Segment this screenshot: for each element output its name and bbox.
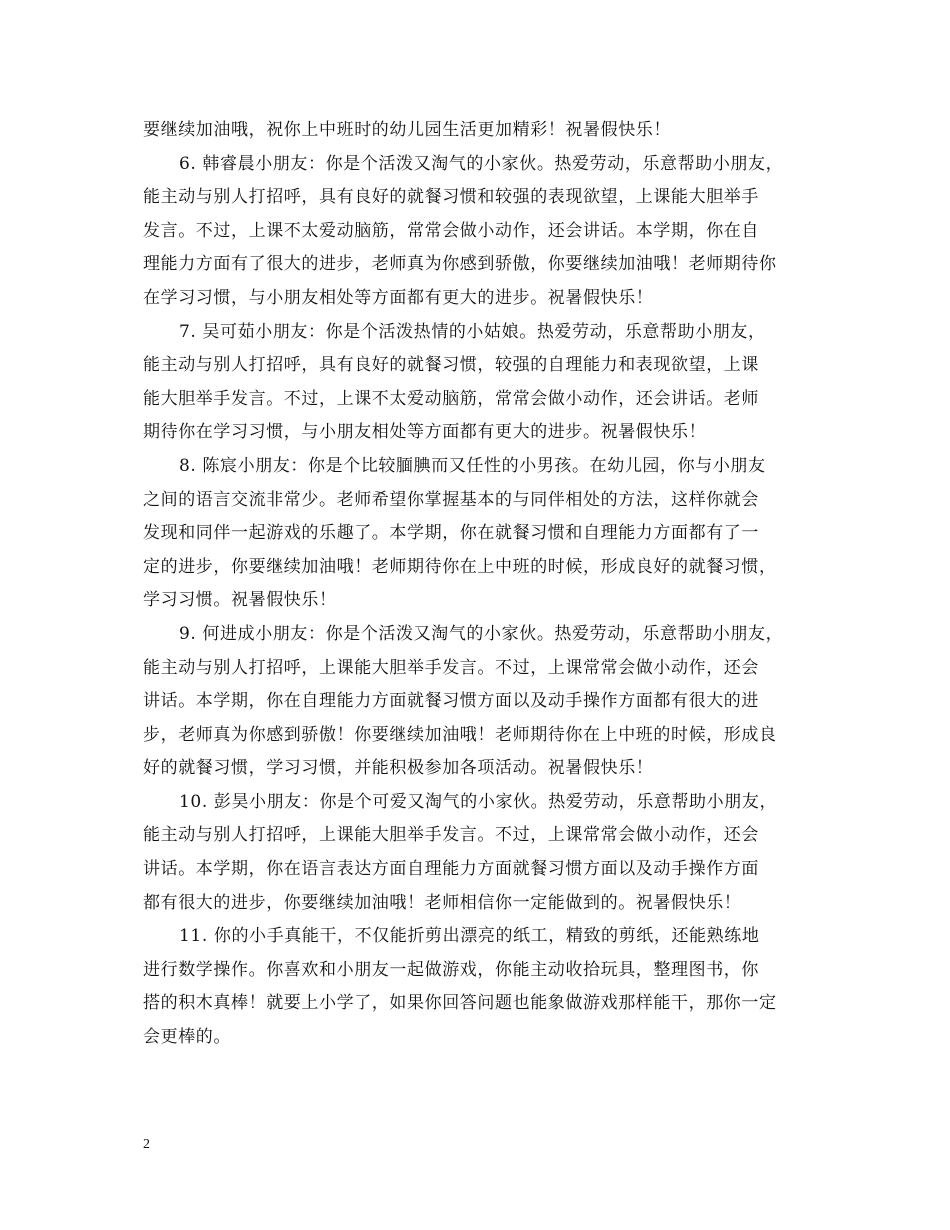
text-line: 10. 彭昊小朋友：你是个可爱又淘气的小家伙。热爱劳动，乐意帮助小朋友， xyxy=(179,791,778,812)
text-line: 讲话。本学期，你在自理能力方面就餐习惯方面以及动手操作方面都有很大的进 xyxy=(143,691,759,712)
text-line: 要继续加油哦，祝你上中班时的幼儿园生活更加精彩！祝暑假快乐！ xyxy=(143,120,671,140)
text-line: 搭的积木真棒！就要上小学了，如果你回答问题也能象做游戏那样能干，那你一定 xyxy=(143,993,777,1014)
text-line: 7. 吴可茹小朋友：你是个活泼热情的小姑娘。热爱劳动，乐意帮助小朋友， xyxy=(179,321,766,342)
text-line: 理能力方面有了很大的进步，老师真为你感到骄傲，你要继续加油哦！老师期待你 xyxy=(143,254,777,275)
text-line: 步，老师真为你感到骄傲！你要继续加油哦！老师期待你在上中班的时候，形成良 xyxy=(143,724,777,745)
text-line: 能主动与别人打招呼，上课能大胆举手发言。不过，上课常常会做小动作，还会 xyxy=(143,825,759,846)
text-line: 能主动与别人打招呼，上课能大胆举手发言。不过，上课常常会做小动作，还会 xyxy=(143,657,759,678)
page-number: 2 xyxy=(143,1137,150,1152)
text-line: 能主动与别人打招呼，具有良好的就餐习惯，较强的自理能力和表现欲望，上课 xyxy=(143,355,759,376)
text-line: 8. 陈宸小朋友：你是个比较腼腆而又任性的小男孩。在幼儿园，你与小朋友 xyxy=(179,455,766,476)
text-line: 在学习习惯，与小朋友相处等方面都有更大的进步。祝暑假快乐！ xyxy=(143,287,654,308)
text-line: 好的就餐习惯，学习习惯，并能积极参加各项活动。祝暑假快乐！ xyxy=(143,758,654,779)
text-line: 之间的语言交流非常少。老师希望你掌握基本的与同伴相处的方法，这样你就会 xyxy=(143,489,759,510)
text-line: 能大胆举手发言。不过，上课不太爱动脑筋，常常会做小动作，还会讲话。老师 xyxy=(143,388,759,409)
text-line: 会更棒的。 xyxy=(143,1027,231,1048)
text-line: 进行数学操作。你喜欢和小朋友一起做游戏，你能主动收拾玩具，整理图书，你 xyxy=(143,959,759,980)
text-line: 定的进步，你要继续加油哦！老师期待你在上中班的时候，形成良好的就餐习惯， xyxy=(143,556,777,577)
text-line: 发现和同伴一起游戏的乐趣了。本学期，你在就餐习惯和自理能力方面都有了一 xyxy=(143,523,759,544)
text-line: 学习习惯。祝暑假快乐！ xyxy=(143,590,337,611)
text-line: 6. 韩睿晨小朋友：你是个活泼又淘气的小家伙。热爱劳动，乐意帮助小朋友， xyxy=(179,153,784,174)
text-line: 都有很大的进步，你要继续加油哦！老师相信你一定能做到的。祝暑假快乐！ xyxy=(143,892,742,913)
text-line: 11. 你的小手真能干，不仅能折剪出漂亮的纸工，精致的剪纸，还能熟练地 xyxy=(179,926,760,947)
text-line: 9. 何进成小朋友：你是个活泼又淘气的小家伙。热爱劳动，乐意帮助小朋友， xyxy=(179,623,784,644)
text-line: 发言。不过，上课不太爱动脑筋，常常会做小动作，还会讲话。本学期，你在自 xyxy=(143,220,759,241)
document-body xyxy=(143,114,823,1055)
text-line: 能主动与别人打招呼，具有良好的就餐习惯和较强的表现欲望，上课能大胆举手 xyxy=(143,187,759,208)
text-line: 讲话。本学期，你在语言表达方面自理能力方面就餐习惯方面以及动手操作方面 xyxy=(143,859,759,880)
text-line: 期待你在学习习惯，与小朋友相处等方面都有更大的进步。祝暑假快乐！ xyxy=(143,422,707,443)
